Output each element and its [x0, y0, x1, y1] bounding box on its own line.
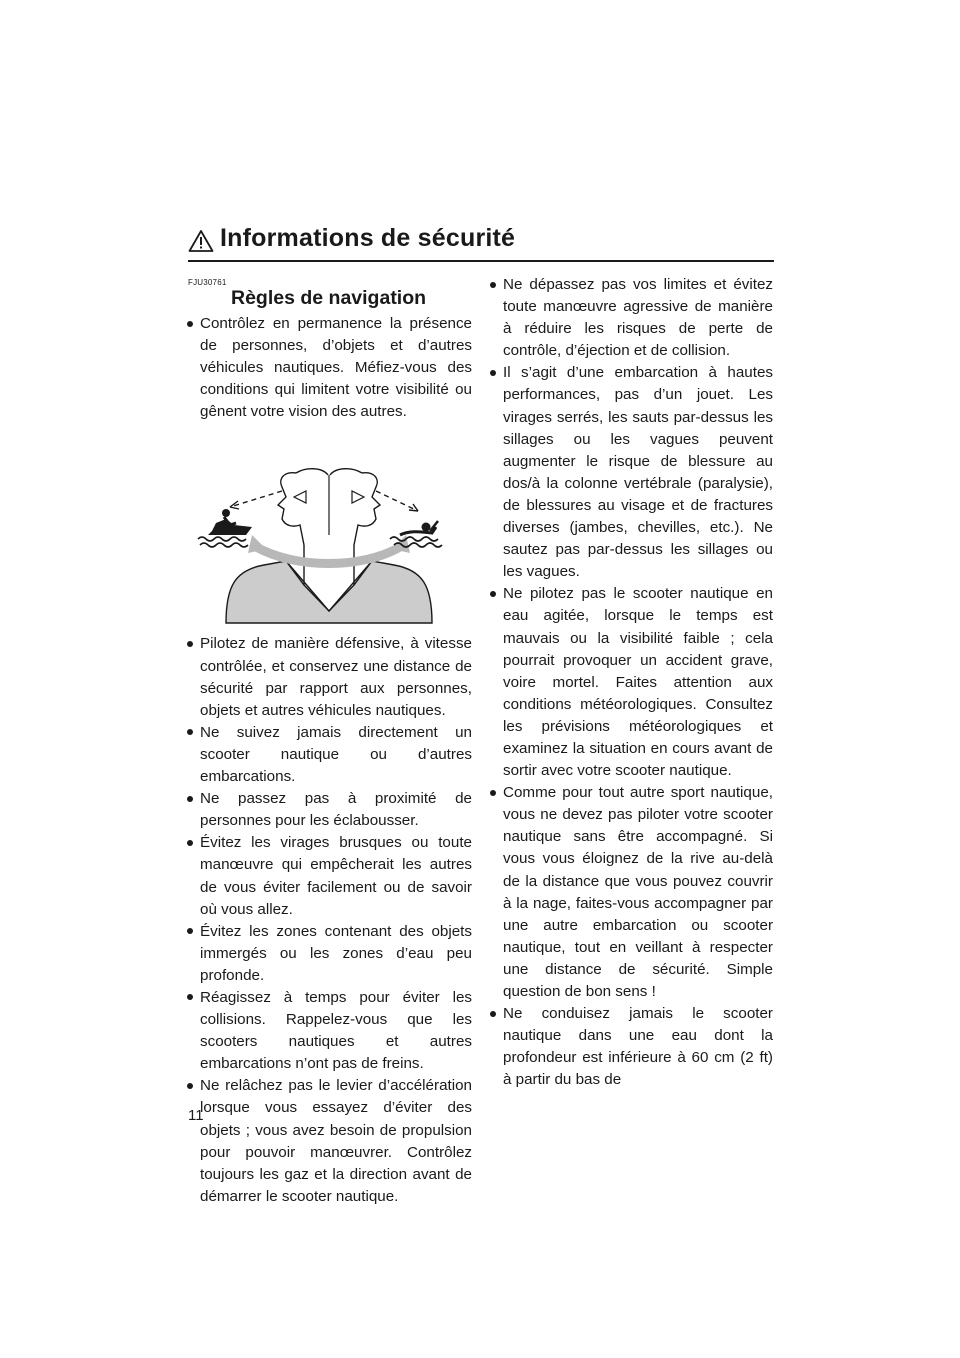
- list-item: Contrôlez en permanence la présence de personnes, d’objets et d’autres véhicules nautiques. Méfiez-vous des conditions qui limitent votre visibilité ou gênent votre vision des autres.: [186, 313, 472, 423]
- left-column: [186, 278, 472, 1208]
- warning-triangle-icon: [188, 229, 214, 253]
- bullet-list-right: [489, 274, 773, 1091]
- personal-watercraft-icon: [208, 509, 252, 535]
- list-item: Réagissez à temps pour éviter les collisions. Rappelez-vous que les scooters nautiques et autres embarcations n’ont pas de freins.: [186, 987, 472, 1075]
- section-code: FJU30761: [188, 278, 227, 287]
- list-item: Ne relâchez pas le levier d’accélération lorsque vous essayez d’éviter des objets ; vous avez besoin de propulsion pour pouvoir manœuvrer. Contrôlez toujours les gaz et la direction avant de démarrer le scooter nautique.: [186, 1075, 472, 1208]
- list-item: Ne passez pas à proximité de personnes pour les éclabousser.: [186, 788, 472, 832]
- list-item: Évitez les virages brusques ou toute manœuvre qui empêcherait les autres de vous éviter facilement ou de savoir où vous allez.: [186, 832, 472, 920]
- head-looking-right: [329, 469, 380, 545]
- list-item: Ne suivez jamais directement un scooter nautique ou d’autres embarcations.: [186, 722, 472, 788]
- double-arrow-icon: [248, 535, 410, 564]
- illustration: [186, 435, 472, 625]
- swimmer-icon: [400, 521, 438, 535]
- list-item: Évitez les zones contenant des objets immergés ou les zones d’eau peu profonde.: [186, 921, 472, 987]
- list-item: Comme pour tout autre sport nautique, vous ne devez pas piloter votre scooter nautique sans être accompagné. Si vous vous éloignez de la rive au-delà de la distance que vous pouvez couvrir à la nage, faites-vous accompagner par une autre embarcation ou scooter nautique, tout en veillant à respecter une distance de sécurité. Simple question de bon sens !: [489, 782, 773, 1003]
- right-column: [489, 274, 773, 1091]
- rider-torso: [226, 545, 432, 623]
- section-title: Règles de navigation: [231, 287, 427, 309]
- sight-line-right: [376, 491, 418, 511]
- head-looking-left: [278, 469, 328, 545]
- list-item: Pilotez de manière défensive, à vitesse contrôlée, et conservez une distance de sécurité par rapport aux personnes, objets et autres véhicules nautiques.: [186, 633, 472, 721]
- list-item: Ne dépassez pas vos limites et évitez toute manœuvre agressive de manière à réduire les risques de perte de contrôle, d’éjection et de collision.: [489, 274, 773, 362]
- list-item: Ne conduisez jamais le scooter nautique dans une eau dont la profondeur est inférieure à 60 cm (2 ft) à partir du bas de: [489, 1003, 773, 1091]
- page-number: 11: [188, 1107, 204, 1124]
- bullet-list-top: [186, 313, 472, 423]
- list-item: Ne pilotez pas le scooter nautique en eau agitée, lorsque le temps est mauvais ou la visibilité faible ; cela pourrait provoquer un accident grave, voire mortel. Faites attention aux conditions météorologiques. Consultez les prévisions météorologiques et examinez la situation en cours avant de sortir avec votre scooter nautique.: [489, 583, 773, 782]
- bullet-list-bottom: [186, 633, 472, 1207]
- page-header: [188, 224, 774, 262]
- sight-line-left: [230, 491, 282, 507]
- page-title: Informations de sécurité: [220, 224, 516, 252]
- list-item: Il s’agit d’une embarcation à hautes performances, pas d’un jouet. Les virages serrés, les sauts par-dessus les sillages ou les vagues peuvent augmenter le risque de blessure au dos/à la colonne vertébrale (paralysie), de blessures au visage et de fractures diverses (jambes, chevilles, etc.). Ne sautez pas par-dessus les sillages ou les vagues.: [489, 362, 773, 583]
- rider-looking-both-ways-illustration: [186, 435, 472, 625]
